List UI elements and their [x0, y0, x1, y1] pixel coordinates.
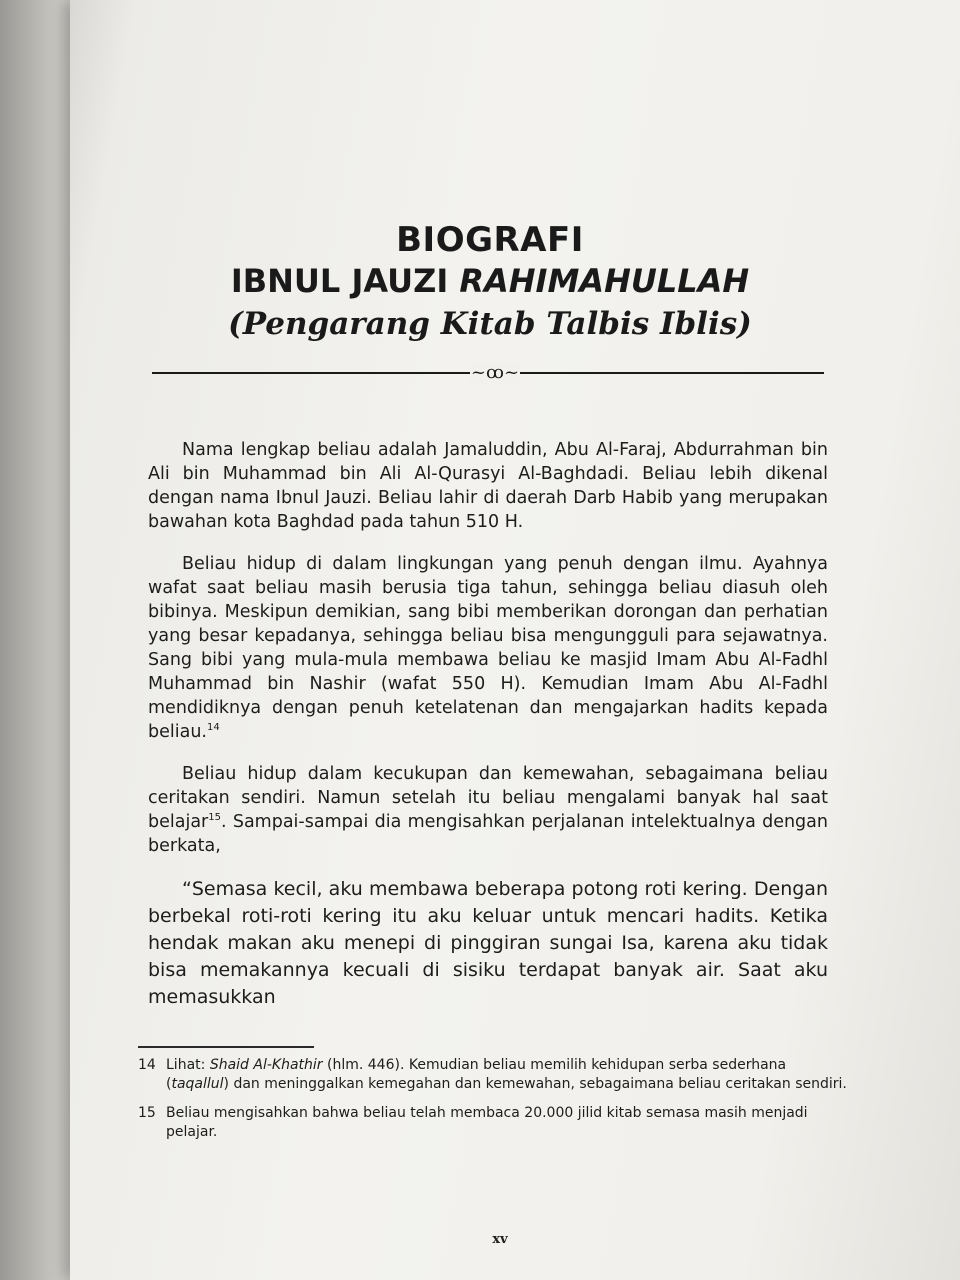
footnote-15 [138, 1104, 848, 1142]
footnote-text [166, 1056, 848, 1094]
footnote-book-title: Shaid Al-Khathir [209, 1057, 323, 1073]
footnote-ref-15: 15 [208, 812, 221, 824]
footnote-divider [138, 1046, 314, 1048]
footnote-14 [138, 1056, 848, 1094]
ornament-icon: ~ꝏ~ [470, 362, 520, 383]
footnote-ref-14: 14 [206, 722, 220, 734]
paragraph-1: Nama lengkap beliau adalah Jamaluddin, Abu Al-Faraj, Abdurrahman bin Ali bin Muhammad bin Ali Al-Qurasyi Al-Baghdadi. Beliau lebih dikenal dengan nama Ibnul Jauzi. Beliau lahir di daerah Darb Habib yang merupakan bawahan kota Baghdad pada tahun 510 H. [148, 440, 828, 532]
paragraph-3-text-b: Sampai-sampai dia mengisahkan perjalanan intelektualnya dengan berkata, [148, 812, 828, 856]
paragraph-2 [148, 552, 828, 744]
title-line-3: (Pengarang Kitab Talbis Iblis) [228, 306, 752, 342]
footnote-number: 15 [138, 1105, 156, 1121]
footnote-term: taqallul [171, 1076, 224, 1092]
title-line-2-regular: IBNUL JAUZI [230, 262, 460, 300]
page-number: xv [492, 1232, 508, 1247]
title-line-1: BIOGRAFI [396, 220, 584, 260]
body-text [148, 438, 828, 1029]
title-line-2-italic: RAHIMAHULLAH [459, 262, 750, 300]
title-line-2 [140, 260, 840, 302]
footnotes [138, 1056, 848, 1152]
footnote-text-part: Lihat: [166, 1057, 210, 1073]
footnote-number: 14 [138, 1057, 156, 1073]
chapter-title [140, 220, 840, 346]
footnote-text-part: ) dan meninggalkan kemegahan dan kemewahan, sebagaimana beliau ceritakan sendiri. [223, 1076, 847, 1092]
paragraph-3: Beliau hidup dalam kecukupan dan kemewahan, sebagaimana beliau ceritakan sendiri. Namun setelah itu beliau mengalami banyak hal saat belajar$^{15}$. Sampai-sampai dia mengisahkan perjalanan intelektualnya dengan berkata, [148, 764, 828, 856]
paragraph-2-text: Beliau hidup di dalam lingkungan yang penuh dengan ilmu. Ayahnya wafat saat beliau masih berusia tiga tahun, sehingga beliau diasuh oleh bibinya. Meskipun demikian, sang bibi memberikan dorongan dan perhatian yang besar kepadanya, sehingga beliau bisa mengungguli para sejawatnya. Sang bibi yang mula-mula membawa beliau ke masjid Imam Abu Al-Fadhl Muhammad bin Nashir (wafat 550 H). Kemudian Imam Abu Al-Fadhl mendidiknya dengan penuh ketelatenan dan mengajarkan hadits kepada beliau. [148, 554, 828, 742]
paragraph-3-text-a: Beliau hidup dalam kecukupan dan kemewahan, sebagaimana beliau ceritakan sendiri. Namun setelah itu beliau mengalami banyak hal saat belajar [148, 764, 828, 832]
footnote-text-part: (hlm. 446). Kemudian beliau memilih kehidupan serba sederhana ( [166, 1057, 787, 1092]
quote-paragraph: “Semasa kecil, aku membawa beberapa potong roti kering. Dengan berbekal roti-roti kering itu aku keluar untuk mencari hadits. Ketika hendak makan aku menepi di pinggiran sungai Isa, karena aku tidak bisa memakannya kecuali di sisiku terdapat banyak air. Saat aku memasukkan [148, 878, 828, 1008]
footnote-text: Beliau mengisahkan bahwa beliau telah membaca 20.000 jilid kitab semasa masih menjadi pelajar. [166, 1105, 808, 1140]
